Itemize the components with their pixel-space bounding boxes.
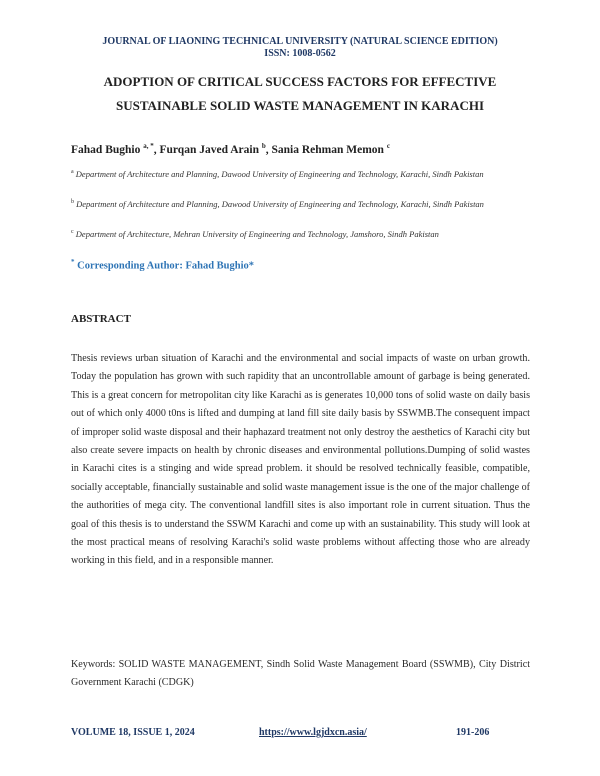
paper-title [40, 70, 560, 118]
affiliation [71, 166, 531, 180]
affiliation-mark: a [71, 169, 74, 175]
affiliation-text: Department of Architecture, Mehran University of Engineering and Technology, Jamshoro, Sindh Pakistan [75, 228, 439, 239]
keywords: Keywords: SOLID WASTE MANAGEMENT, Sindh Solid Waste Management Board (SSWMB), City District Government Karachi (CDGK) [71, 659, 530, 689]
affiliation-text: Department of Architecture and Planning, Dawood University of Engineering and Technology, Karachi, Sindh Pakistan [76, 198, 484, 209]
author-affiliation-mark: a, * [143, 142, 154, 150]
affiliation-text: Department of Architecture and Planning, Dawood University of Engineering and Technology, Karachi, Sindh Pakistan [75, 168, 484, 179]
author-affiliation-mark: c [386, 142, 390, 150]
abstract-heading: ABSTRACT [71, 313, 131, 325]
corresponding-mark: * [71, 258, 75, 266]
journal-header [0, 36, 600, 60]
affiliation-mark: b [71, 199, 74, 205]
author-name: Furqan Javed Arain [159, 143, 259, 156]
author-name: Sania Rehman Memon [271, 143, 384, 156]
author-separator: , [153, 143, 160, 156]
author-list [71, 142, 541, 156]
abstract-body: Thesis reviews urban situation of Karachi and the environmental and social impacts of waste on urban growth. Today the population has grown with such rapidity that an uncontrollable amount of garbage is being generated. This is a great concern for metropolitan city like Karachi as is generates 10,000 tons of solid waste on daily basis out of which only 4000 t0ns is lifted and dumping at land fill site daily basis by SSWMB.The consequent impact of improper solid waste disposal and their haphazard treatment not only destroy the aesthetics of Karachi city but also create severe impacts on health by chronic diseases and environmental pollutions.Dumping of solid wastes in Karachi cites is a stinging and wide spread problem. it should be resolved technically feasible, compatible, socially acceptable, financially sustainable and solid waste management issue is the one of the major challenge of the authorities of mega city. The conventional landfill sites is also important role in current situation. Thus the goal of this thesis is to understand the SSWM Karachi and come up with an sustainability. This study will look at the most practical means of resolving Karachi's solid waste problems without affecting those who are already working in this field, and in a responsible manner. [71, 353, 530, 567]
footer-url-link[interactable]: https://www.lgjdxcn.asia/ [259, 727, 367, 738]
journal-name: JOURNAL OF LIAONING TECHNICAL UNIVERSITY (NATURAL SCIENCE EDITION) [102, 36, 498, 47]
affiliation [71, 226, 531, 240]
corresponding-text: Corresponding Author: Fahad Bughio* [77, 260, 255, 272]
title-line-1: ADOPTION OF CRITICAL SUCCESS FACTORS FOR EFFECTIVE [103, 74, 497, 89]
affiliation-mark: c [71, 229, 74, 235]
affiliation [71, 196, 531, 210]
footer-volume: VOLUME 18, ISSUE 1, 2024 [71, 727, 195, 738]
title-line-2: SUSTAINABLE SOLID WASTE MANAGEMENT IN KARACHI [115, 98, 485, 113]
author-affiliation-mark: b [261, 142, 266, 150]
issn: ISSN: 1008-0562 [264, 48, 336, 59]
footer-pages: 191-206 [456, 727, 490, 738]
author-separator: , [265, 143, 272, 156]
corresponding-author [71, 258, 254, 272]
author-name: Fahad Bughio [71, 143, 141, 156]
